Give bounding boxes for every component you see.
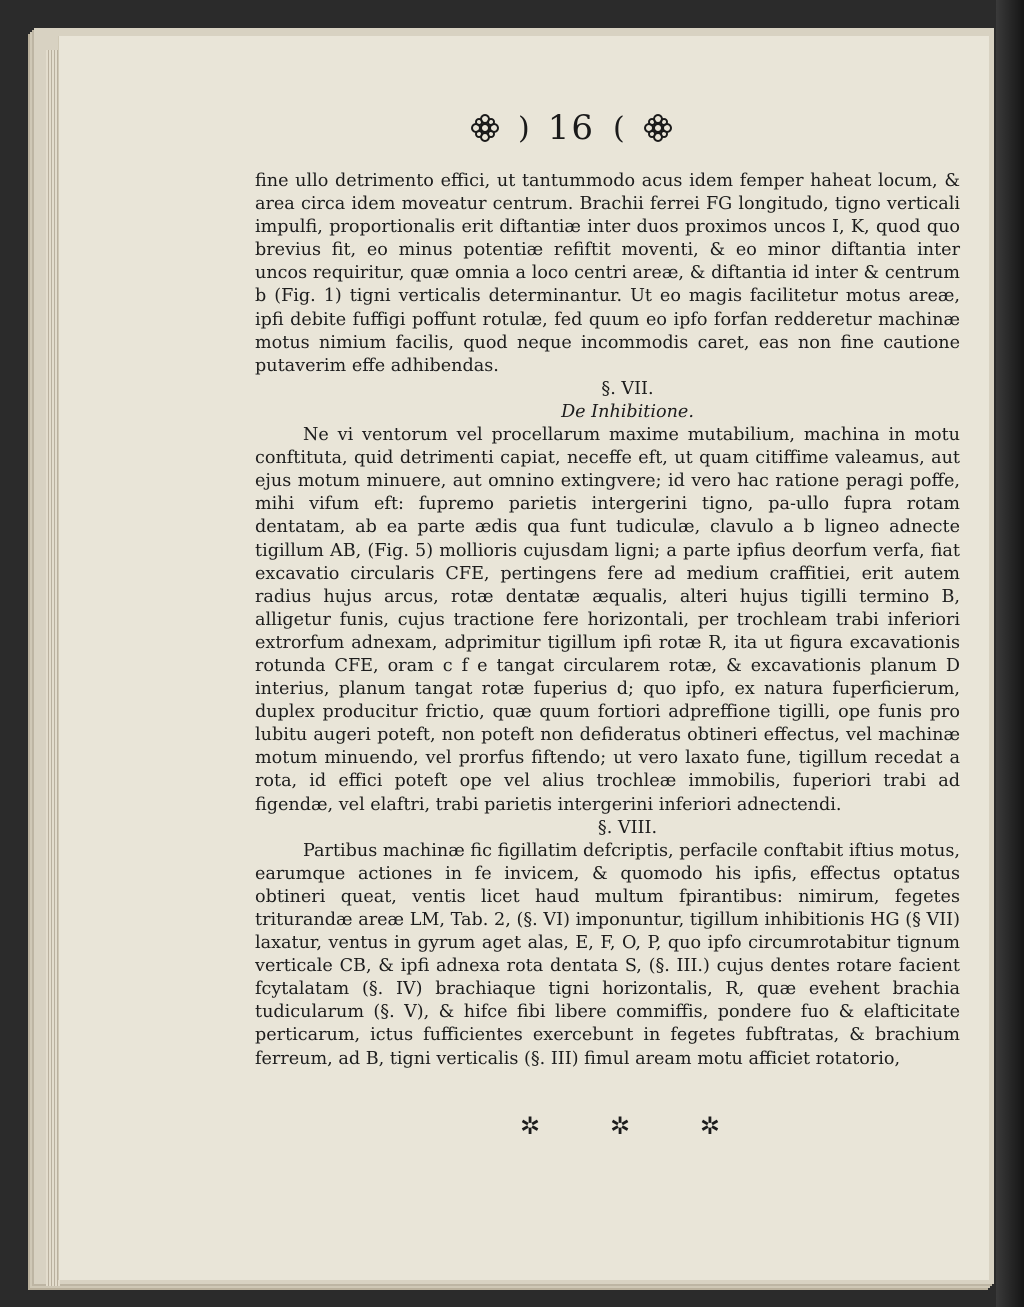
flower-ornament-icon [470, 113, 500, 143]
paragraph-continuation: fine ullo detrimento effici, ut tantummodo acus idem femper haheat locum, & area circa idem moveatur centrum. Brachii ferrei FG longitudo, tigno verticali impulfi, proportionalis erit diftantiæ inter duos proximos uncos I, K, quod quo brevius fit, eo minus potentiæ refiftit moventi, & eo minor diftantia inter uncos requiritur, quæ omnia a loco centri areæ, & diftantia id inter & centrum b (Fig. 1) tigni verticalis determinantur. Ut eo magis facilitetur motus areæ, ipfi debite fuffigi poffunt rotulæ, fed quum eo ipfo forfan redderetur machinæ motus nimium facilis, quod neque incommodis caret, eas non fine cautione putaverim effe adhibendas. [255, 171, 960, 376]
page-body [255, 170, 960, 1071]
book-spine [996, 0, 1024, 1307]
section-7-title: De Inhibitione. [561, 401, 694, 422]
star-ornament-icon: ✲ [520, 1112, 541, 1140]
section-7-number: §. VII. [601, 378, 654, 399]
section-7-text: Ne vi ventorum vel procellarum maxime mutabilium, machina in motu conftituta, quid detrimenti capiat, neceffe eft, ut quam citiffime valeamus, aut ejus motum minuere, aut omnino extingvere; id vero hac ratione peragi poffe, mihi vifum eft: fupremo parietis intergerini tigno, pa-ullo fupra rotam dentatam, ab ea parte ædis qua funt tudiculæ, clavulo a b ligneo adnecte tigillum AB, (Fig. 5) mollioris cujusdam ligni; a parte ipfius deorfum verfa, fiat excavatio circularis CFE, pertingens fere ad medium craffitiei, erit autem radius hujus arcus, rotæ dentatæ æqualis, alteri hujus tigilli termino B, alligetur funis, cujus tractione fere horizontali, per trochleam trabi inferiori extrorfum adnexam, adprimitur tigillum ipfi rotæ R, ita ut figura excavationis rotunda CFE, oram c f e tangat circularem rotæ, & excavationis planum D interius, planum tangat rotæ fuperius d; quo ipfo, ex natura fuperficierum, duplex producitur frictio, quæ quum fortiori adpreffione tigilli, ope funis pro lubitu augeri poteft, non poteft non defideratus obtineri effectus, vel machinæ motum minuendo, vel prorfus fiftendo; ut vero laxato fune, tigillum recedat a rota, id effici poteft ope vel alius trochleæ immobilis, fuperiori trabi ad figendæ, vel elaftri, trabi parietis intergerini inferiori adnectendi. [255, 425, 960, 815]
page-number: 16 [547, 108, 595, 148]
header-paren-right: ( [612, 110, 625, 146]
flower-ornament-icon [643, 113, 673, 143]
footer-ornament [520, 1112, 720, 1140]
star-ornament-icon: ✲ [699, 1112, 720, 1140]
section-8-number: §. VIII. [597, 817, 658, 838]
page-header [470, 108, 750, 148]
star-ornament-icon: ✲ [609, 1112, 631, 1140]
header-paren-left: ) [518, 110, 530, 146]
section-8-text: Partibus machinæ fic figillatim defcriptis, perfacile conftabit iftius motus, earumque actiones in fe invicem, & quomodo his ipfis, effectus optatus obtineri queat, ventis licet haud multum fpirantibus: nimirum, fegetes triturandæ areæ LM, Tab. 2, (§. VI) imponuntur, tigillum inhibitionis HG (§ VII) laxatur, ventus in gyrum aget alas, E, F, O, P, quo ipfo circumrotabitur tignum verticale CB, & ipfi adnexa rota dentata S, (§. III.) cujus dentes rotare facient fcytalatam (§. IV) brachiaque tigni horizontalis, R, quæ evehent brachia tudicularum (§. V), & hifce fibi libere commiffis, pondere fuo & elafticitate perticarum, ictus fufficientes exercebunt in fegetes fubftratas, & brachium ferreum, ad B, tigni verticalis (§. III) fimul aream motu afficiet rotatorio, [255, 840, 960, 1069]
